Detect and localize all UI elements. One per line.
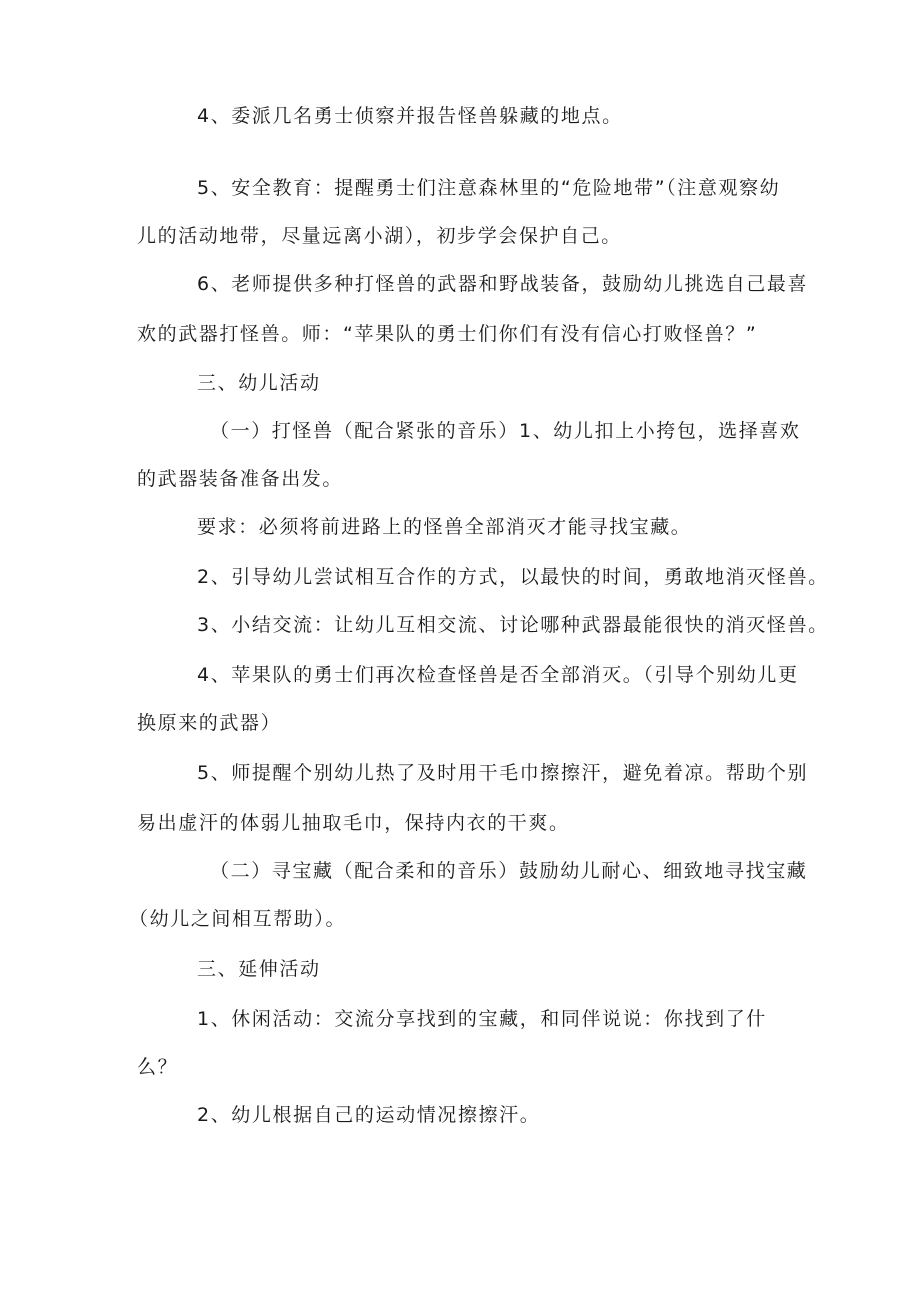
paragraph-line: 2、引导幼儿尝试相互合作的方式，以最快的时间，勇敢地消灭怪兽。	[197, 566, 829, 588]
paragraph-line: 4、苹果队的勇士们再次检查怪兽是否全部消灭。（引导个别幼儿更	[197, 664, 799, 686]
paragraph-line: 的武器装备准备出发。	[137, 468, 344, 490]
paragraph-line: 欢的武器打怪兽。师：“苹果队的勇士们你们有没有信心打败怪兽？”	[137, 323, 758, 345]
section-heading: 三、幼儿活动	[197, 372, 321, 394]
paragraph-line: 易出虚汗的体弱儿抽取毛巾，保持内衣的干爽。	[137, 812, 570, 834]
paragraph-line: 么？	[137, 1056, 179, 1078]
subsection-line: （二）寻宝藏（配合柔和的音乐）鼓励幼儿耐心、细致地寻找宝藏	[210, 860, 808, 882]
subsection-line: （一）打怪兽（配合紧张的音乐）1、幼儿扣上小挎包，选择喜欢	[210, 420, 801, 442]
paragraph-line: 4、委派几名勇士侦察并报告怪兽躲藏的地点。	[197, 105, 623, 127]
paragraph-line: 5、师提醒个别幼儿热了及时用干毛巾擦擦汗，避免着凉。帮助个别	[197, 762, 809, 784]
section-heading: 三、延伸活动	[197, 958, 321, 980]
paragraph-line: 2、幼儿根据自己的运动情况擦擦汗。	[197, 1104, 541, 1126]
paragraph-line: 3、小结交流：让幼儿互相交流、讨论哪种武器最能很快的消灭怪兽。	[197, 614, 829, 636]
paragraph-line: （幼儿之间相互帮助）。	[129, 908, 347, 930]
paragraph-line: 5、安全教育：提醒勇士们注意森林里的“危险地带”（注意观察幼	[197, 177, 781, 199]
paragraph-line: 要求：必须将前进路上的怪兽全部消灭才能寻找宝藏。	[197, 516, 692, 538]
paragraph-line: 换原来的武器）	[137, 712, 282, 734]
paragraph-line: 1、休闲活动：交流分享找到的宝藏，和同伴说说：你找到了什	[197, 1008, 767, 1030]
paragraph-line: 儿的活动地带，尽量远离小湖），初步学会保护自己。	[137, 225, 622, 247]
paragraph-line: 6、老师提供多种打怪兽的武器和野战装备，鼓励幼儿挑选自己最喜	[197, 273, 809, 295]
